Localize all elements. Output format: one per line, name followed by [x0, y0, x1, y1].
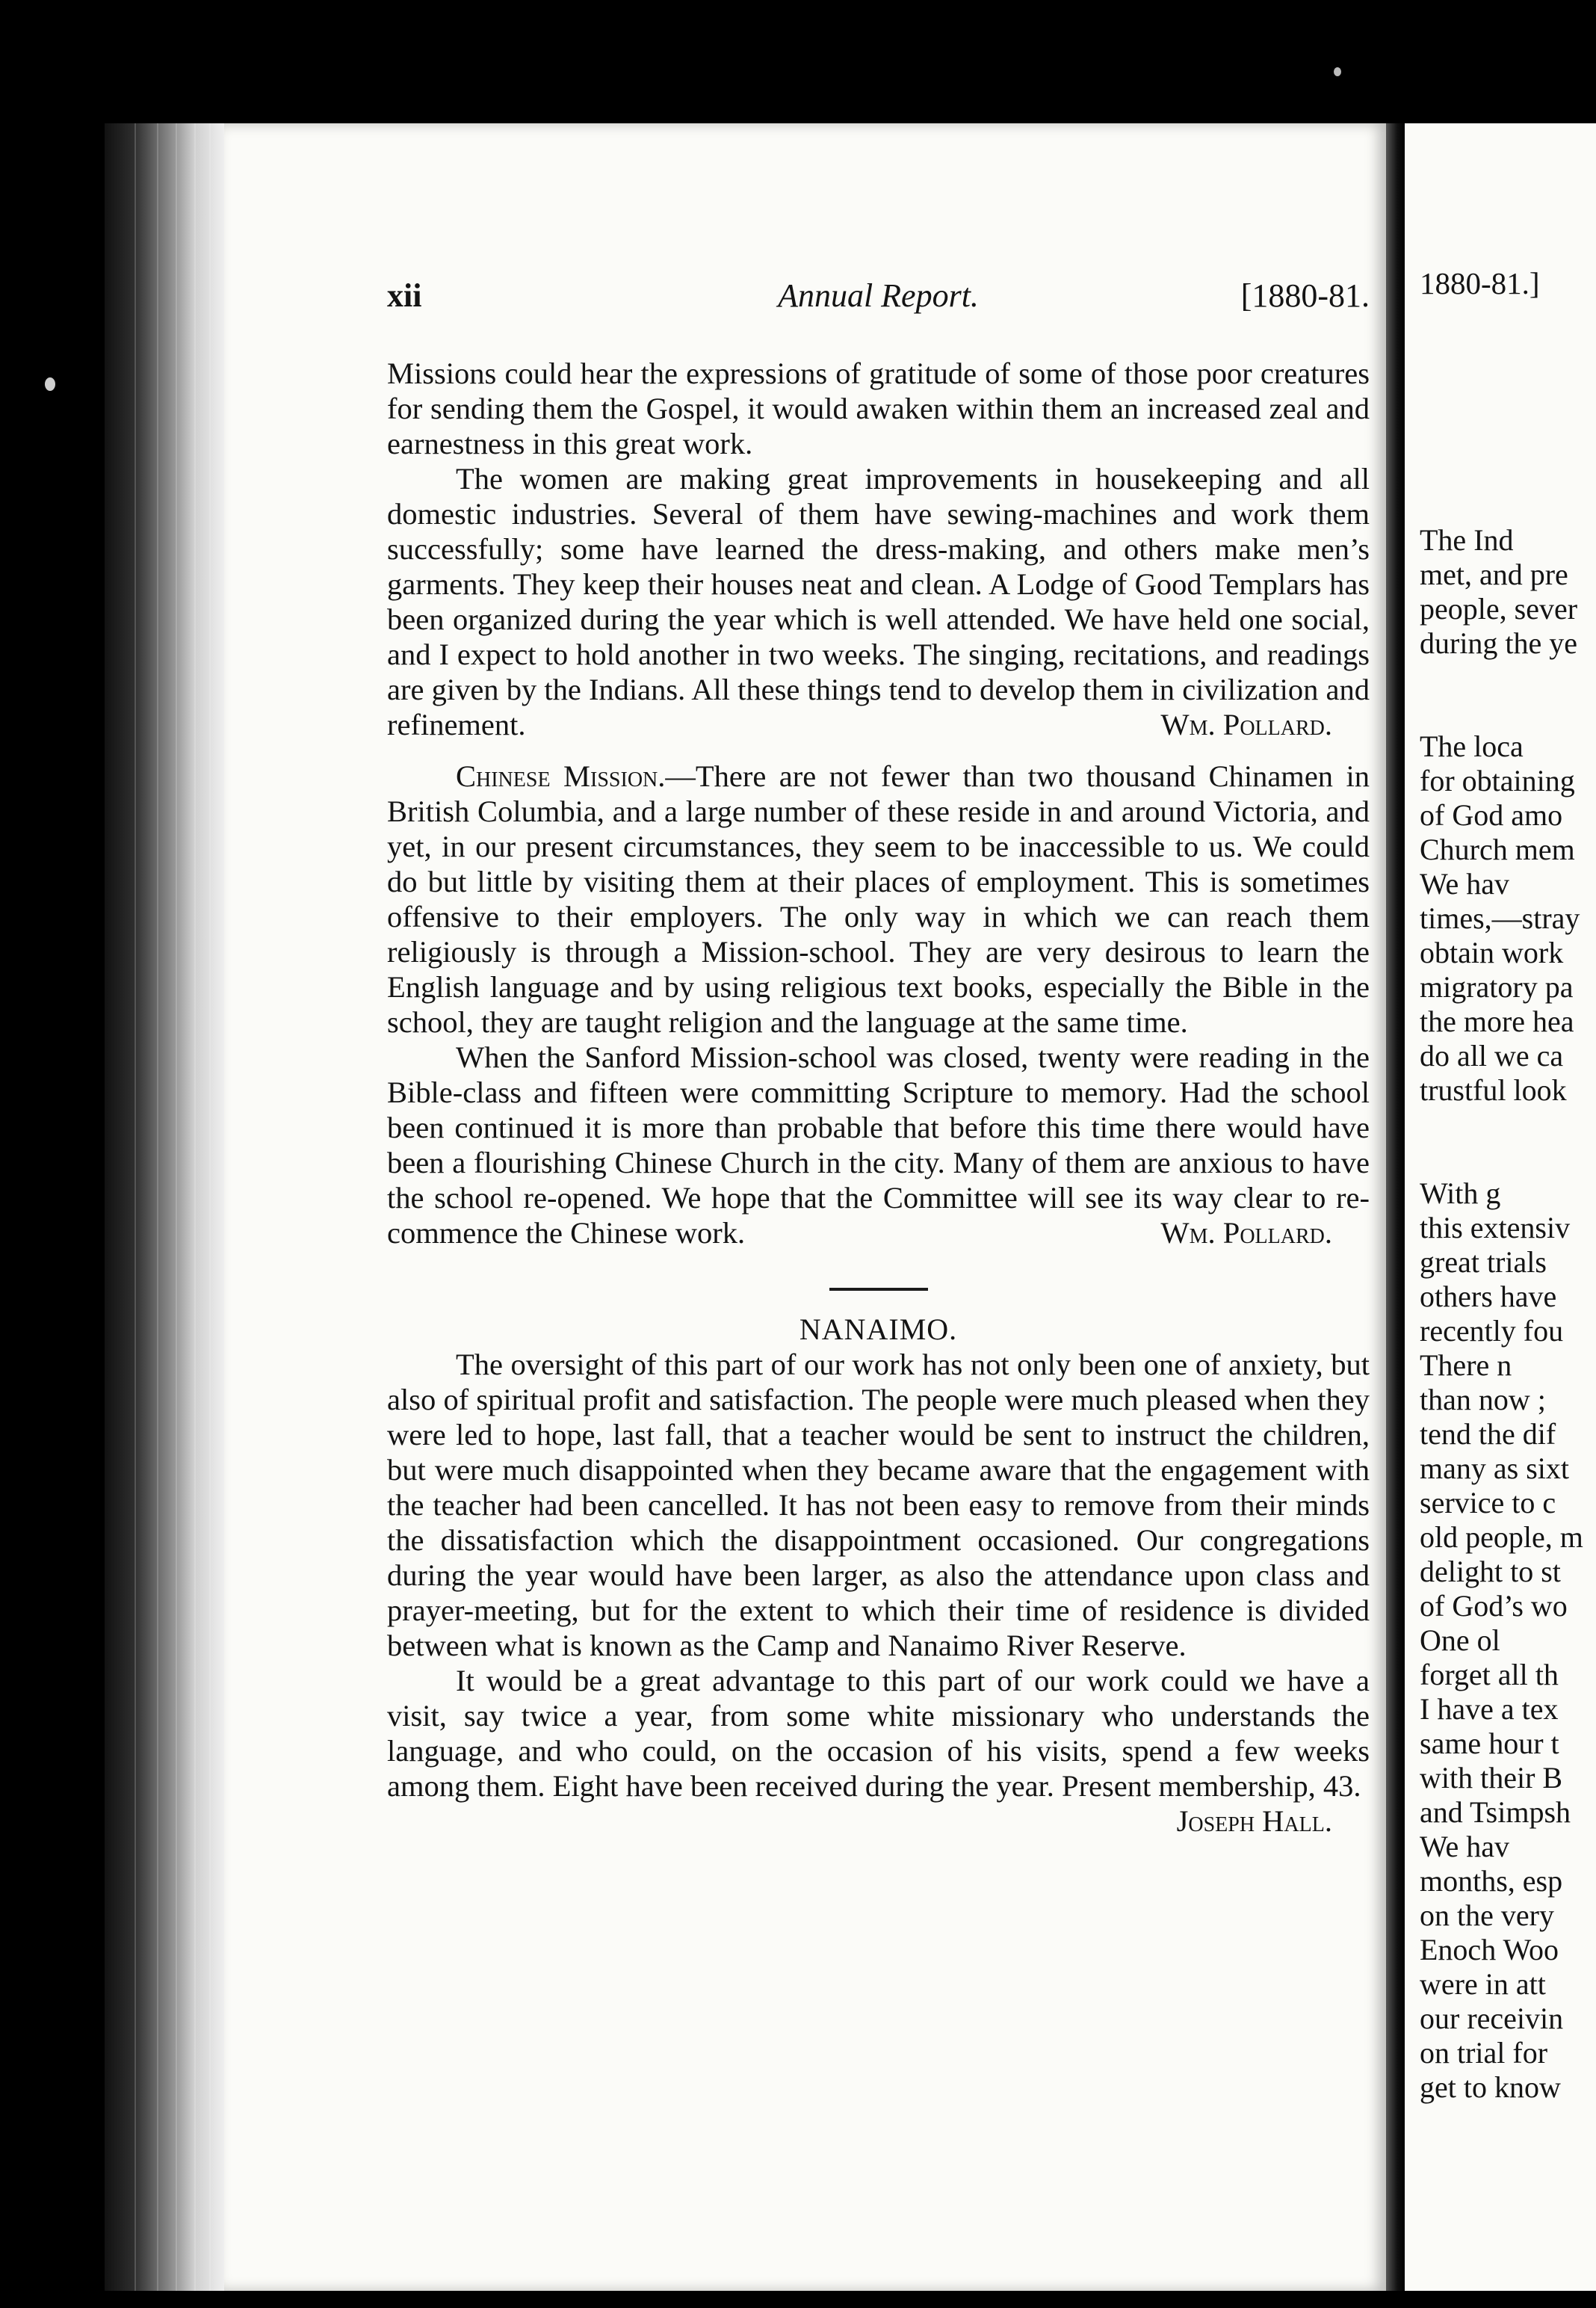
facing-page-line: people, sever	[1420, 592, 1578, 626]
women-paragraph: The women are making great improvements in housekeeping and all domestic industries. Several of them have sewing-machines and work them successfully; some have learned the dress-making, and others make men’s garments. They keep their houses neat and clean. A Lodge of Good Templars has been organized during the year which is well attended. We have held one social, and I expect to hold another in two weeks. The singing, recitations, and readings are given by the Indians. All these things tend to develop them in civilization and refinement.	[387, 462, 1370, 741]
facing-page-line: obtain work	[1420, 936, 1564, 969]
facing-page-line	[1420, 695, 1583, 729]
running-head	[387, 277, 1370, 321]
facing-page-line: with their B	[1420, 1761, 1563, 1795]
facing-page-line: of God amo	[1420, 798, 1563, 832]
page-number: xii	[387, 277, 422, 314]
facing-page-line: delight to st	[1420, 1555, 1561, 1588]
page-body	[387, 356, 1370, 1839]
running-year: [1880-81.	[1240, 277, 1370, 314]
book-gutter	[1386, 123, 1405, 2291]
facing-page-line: We hav	[1420, 1830, 1510, 1863]
facing-page-lines	[1420, 523, 1583, 2105]
facing-page-line: on the very	[1420, 1898, 1554, 1932]
facing-page-line: old people, m	[1420, 1520, 1583, 1554]
facing-page-line: others have	[1420, 1280, 1557, 1313]
sanford-paragraph: When the Sanford Mission-school was closed, twenty were reading in the Bible-class and fifteen were committing Scripture to memory. Had the school been continued it is more than probable that before this time there would have been a flourishing Chinese Church in the city. Many of them are anxious to have the school re-opened. We hope that the Committee will see its way clear to re-commence the Chinese work.	[387, 1040, 1370, 1250]
facing-page-line: same hour t	[1420, 1727, 1559, 1760]
signature-hall: Joseph Hall.	[1176, 1804, 1332, 1838]
section-heading-nanaimo: NANAIMO.	[799, 1312, 958, 1346]
facing-page-line: on trial for	[1420, 2036, 1548, 2070]
nanaimo-paragraph-2-block	[387, 1663, 1370, 1839]
facing-page	[1405, 123, 1596, 2291]
facing-page-line: do all we ca	[1420, 1039, 1564, 1073]
facing-page-line	[1420, 1142, 1583, 1176]
facing-page-line: our receivin	[1420, 2002, 1564, 2035]
facing-page-line: of God’s wo	[1420, 1589, 1568, 1623]
facing-page-line: than now ;	[1420, 1383, 1546, 1416]
nanaimo-paragraph-1: The oversight of this part of our work has not only been one of anxiety, but also of spiritual profit and satisfaction. The people were much pleased when they were led to hope, last fall, that a teacher would be sent to instruct the children, but were much disappointed when they became aware that the engagement with the teacher had been cancelled. It has not been easy to remove from their minds the dissatisfaction which the disappointment occasioned. Our congregations during the year would have been larger, as also the attendance upon class and prayer-meeting, but for the extent to which their time of residence is divided between what is known as the Camp and Nanaimo River Reserve.	[387, 1348, 1370, 1662]
facing-page-line: during the ye	[1420, 626, 1578, 660]
opening-paragraph: Missions could hear the expressions of gratitude of some of those poor creatures for sending them the Gospel, it would awaken within them an increased zeal and earnestness in this great work.	[387, 357, 1370, 460]
facing-page-line: The Ind	[1420, 523, 1514, 557]
facing-page-line: We hav	[1420, 867, 1510, 901]
facing-page-line: Church mem	[1420, 833, 1575, 866]
signature-pollard-1: Wm. Pollard.	[1160, 708, 1332, 741]
facing-running-head: 1880-81.]	[1420, 266, 1540, 300]
scan-speck	[1334, 67, 1341, 76]
facing-page-line: Enoch Woo	[1420, 1933, 1559, 1966]
facing-page-line: many as sixt	[1420, 1451, 1569, 1485]
facing-page-line: and Tsimpsh	[1420, 1795, 1571, 1829]
chinese-mission-text: —There are not fewer than two thousand Chinamen in British Columbia, and a large number of these reside in and around Victoria, and yet, in our present circumstances, they seem to be inaccessible to us. We could do but little by visiting them at their places of employment. This is sometimes offensive to their employers. The only way in which we can reach them religiously is through a Mission-school. They are very desirous to learn the English language and by using religious text books, especially the Bible in the school, they are taught religion and the language at the same time.	[387, 759, 1370, 1039]
facing-page-line: months, esp	[1420, 1864, 1563, 1898]
women-paragraph-block	[387, 461, 1370, 742]
facing-page-line: recently fou	[1420, 1314, 1564, 1348]
facing-page-line: this extensiv	[1420, 1211, 1571, 1244]
sanford-paragraph-block	[387, 1040, 1370, 1250]
facing-page-line: met, and pre	[1420, 558, 1568, 591]
facing-page-line: One ol	[1420, 1623, 1500, 1657]
facing-page-line: I have a tex	[1420, 1692, 1559, 1726]
facing-page-line: With g	[1420, 1176, 1501, 1210]
facing-page-line	[1420, 1108, 1583, 1142]
book-page-edges	[105, 123, 224, 2291]
facing-page-line: get to know	[1420, 2070, 1561, 2104]
facing-page-line: forget all th	[1420, 1658, 1559, 1691]
facing-page-line: service to c	[1420, 1486, 1556, 1519]
facing-page-line: great trials	[1420, 1245, 1547, 1279]
facing-page-line: There n	[1420, 1348, 1512, 1382]
facing-page-line	[1420, 661, 1583, 695]
facing-page-line: for obtaining	[1420, 764, 1575, 797]
facing-page-line: the more hea	[1420, 1005, 1574, 1038]
facing-page-line: tend the dif	[1420, 1417, 1556, 1451]
facing-page-line: trustful look	[1420, 1073, 1567, 1107]
facing-page-line: times,—stray	[1420, 901, 1580, 935]
signature-pollard-2: Wm. Pollard.	[1160, 1216, 1332, 1250]
nanaimo-paragraph-2: It would be a great advantage to this part of our work could we have a visit, say twice a year, from some white missionary who understands the language, and who could, on the occasion of his visits, spend a few weeks among them. Eight have been received during the year. Present membership, 43.	[387, 1664, 1370, 1803]
chinese-mission-paragraph	[387, 759, 1370, 1040]
facing-page-line: migratory pa	[1420, 970, 1574, 1004]
facing-page-line: The loca	[1420, 729, 1524, 763]
scan-speck	[45, 377, 55, 391]
section-divider	[829, 1288, 928, 1291]
running-title: Annual Report.	[778, 277, 979, 314]
facing-page-line: were in att	[1420, 1967, 1546, 2001]
chinese-mission-lead: Chinese Mission.	[456, 759, 666, 793]
